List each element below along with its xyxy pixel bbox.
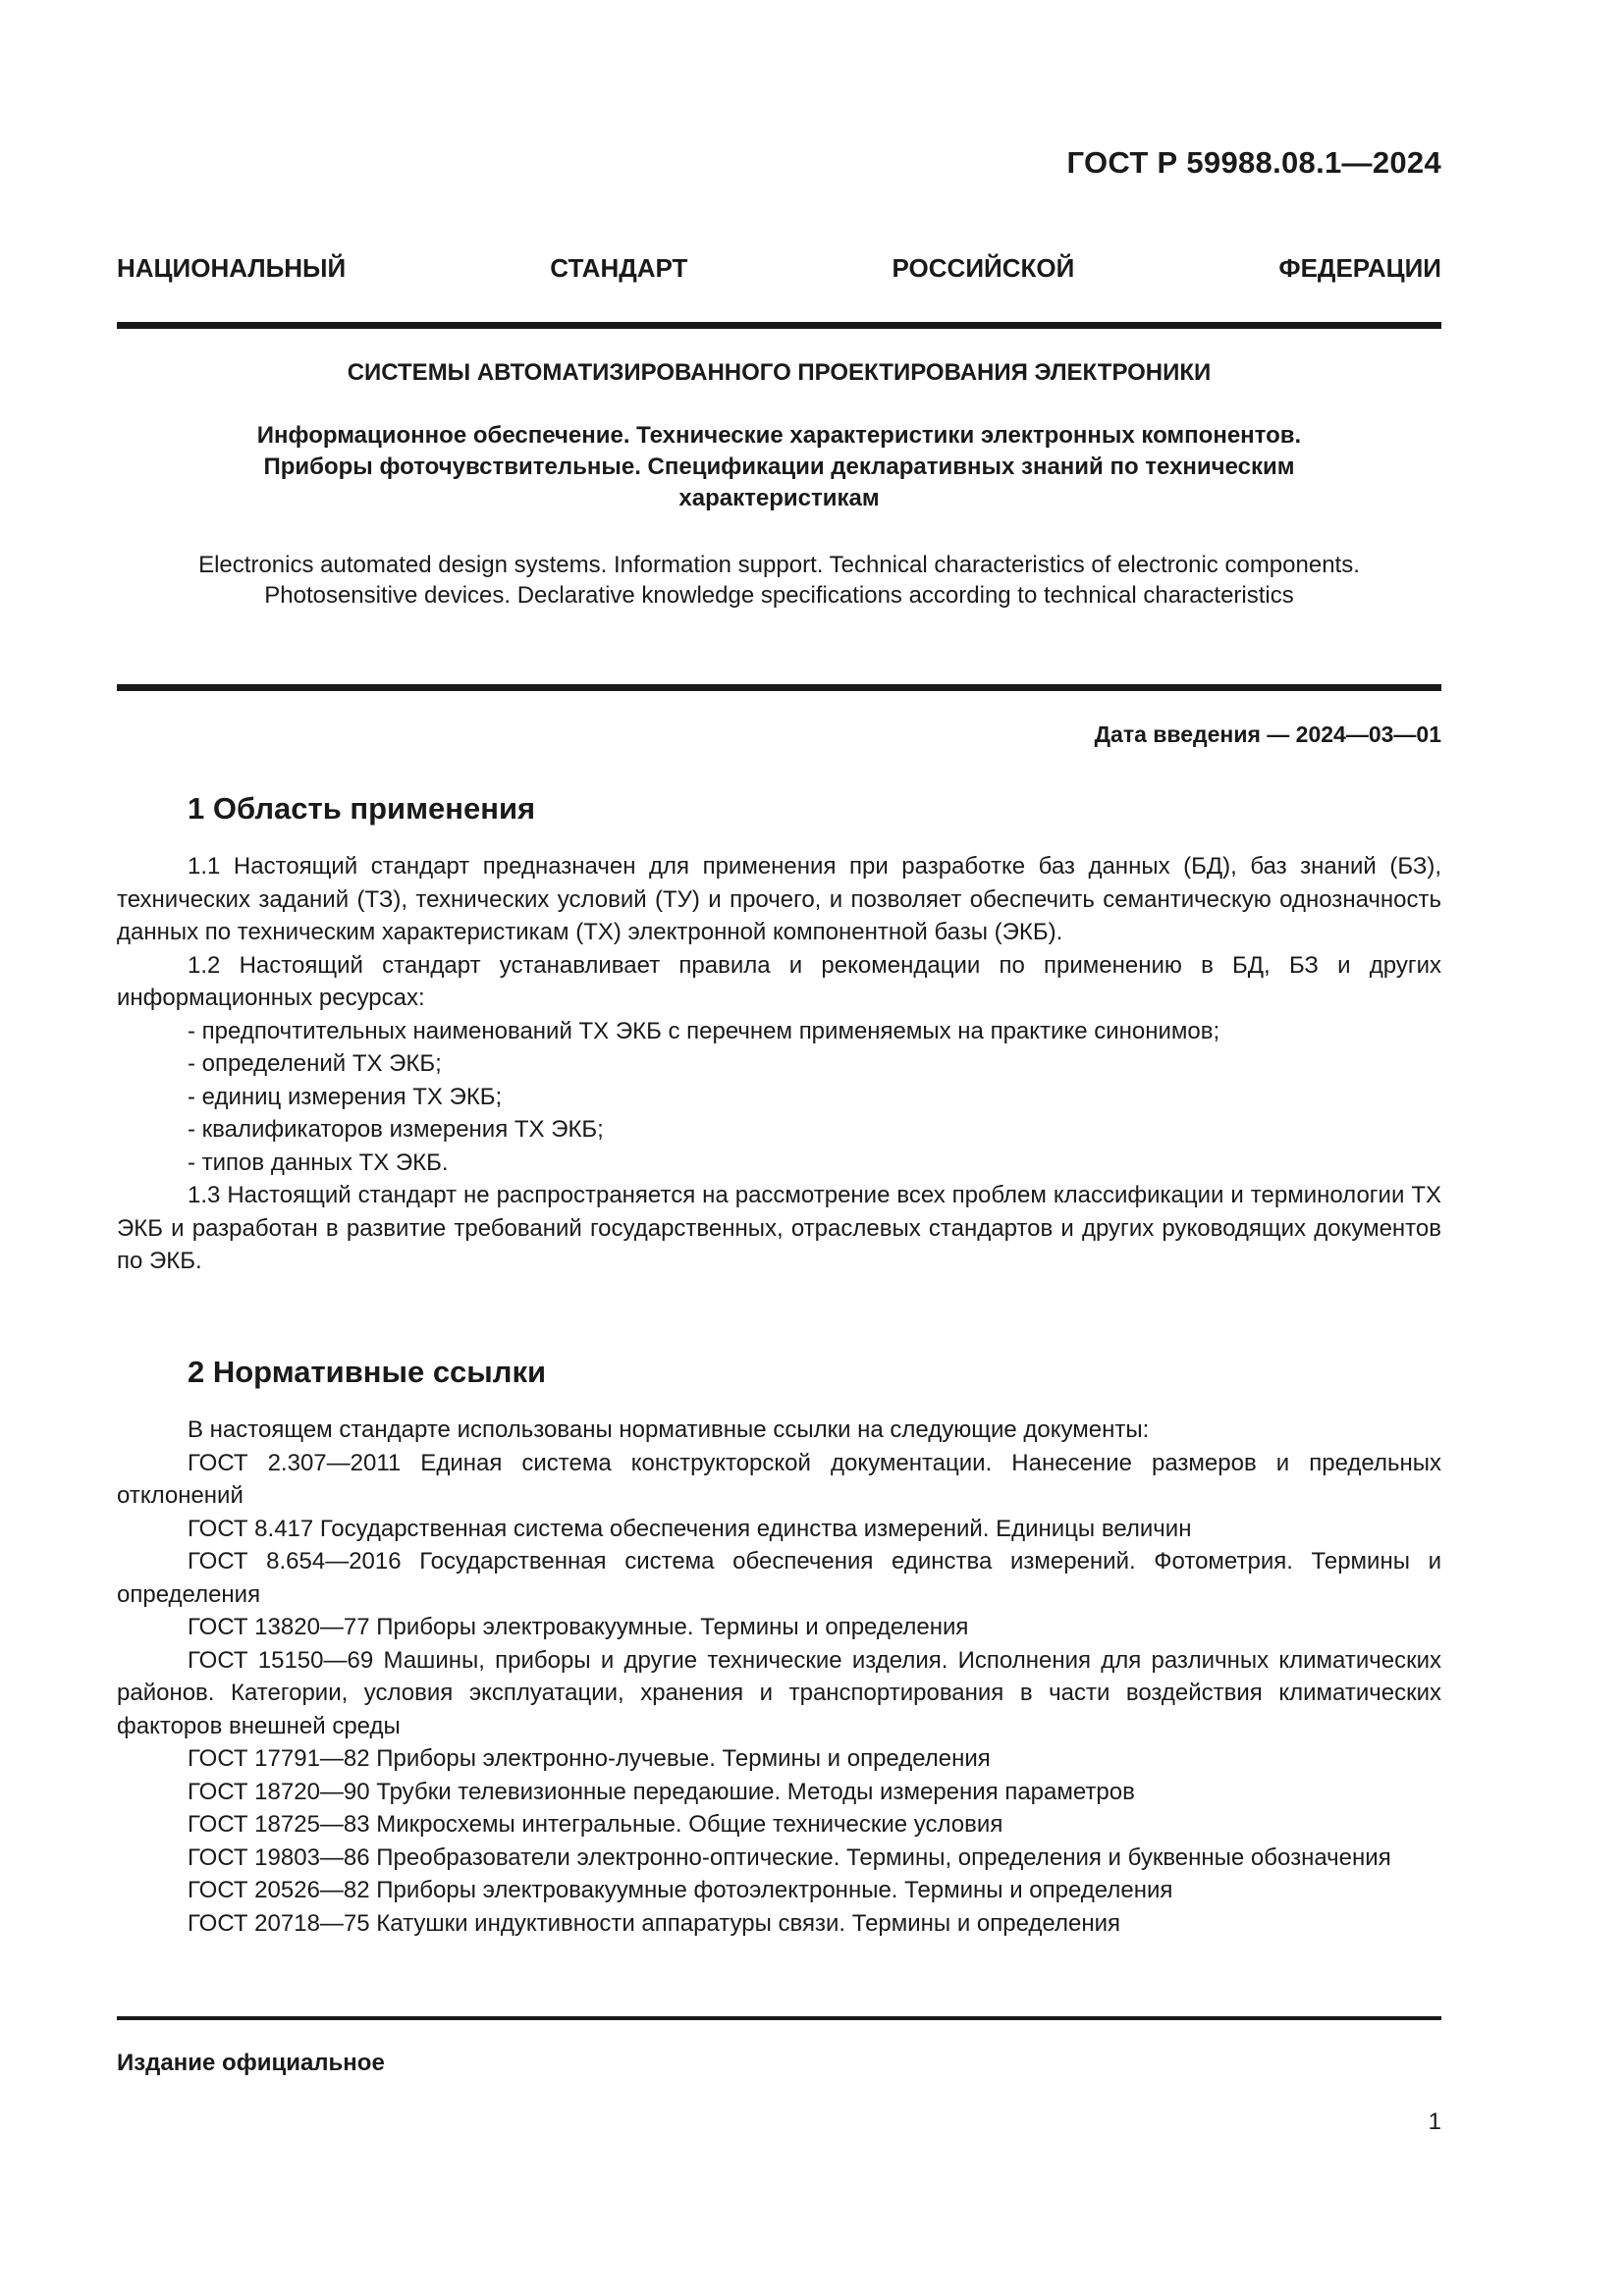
list-item: - типов данных ТХ ЭКБ. (188, 1148, 449, 1176)
document-number: ГОСТ Р 59988.08.1—2024 (1066, 145, 1441, 180)
reference-item: ГОСТ 18725—83 Микросхемы интегральные. Общие технические условия (188, 1811, 1003, 1838)
subtitle-line: Приборы фоточувствительные. Спецификации декларативных знаний по техническим (263, 454, 1295, 480)
reference-item: ГОСТ 18720—90 Трубки телевизионные передаюшие. Методы измерения параметров (188, 1778, 1135, 1805)
section-heading-scope: 1 Область применения (188, 791, 536, 826)
section-body-references (117, 1414, 1441, 1940)
subtitle (117, 420, 1441, 514)
paragraph: 1.3 Настоящий стандарт не распространяется на рассмотрение всех проблем классификации и терминологии ТХ ЭКБ и разработан в развитие требований государственных, отраслевых стандартов и других руководящих документов по ЭКБ. (117, 1182, 1441, 1274)
paragraph: 1.1 Настоящий стандарт предназначен для применения при разработке баз данных (БД), баз знаний (БЗ), технических заданий (ТЗ), технических условий (ТУ) и прочего, и позволяет обеспечить семантическую однозначность данных по техническим характеристикам (ТХ) электронной компонентной базы (ЭКБ). (117, 853, 1441, 945)
list-item: - предпочтительных наименований ТХ ЭКБ с перечнем применяемых на практике синонимов; (188, 1017, 1220, 1044)
paragraph: 1.2 Настоящий стандарт устанавливает правила и рекомендации по применению в БД, БЗ и других информационных ресурсах: (117, 951, 1441, 1011)
list-item: - определений ТХ ЭКБ; (188, 1050, 442, 1077)
section-heading-references: 2 Нормативные ссылки (188, 1355, 547, 1389)
english-title (117, 550, 1441, 611)
reference-item: ГОСТ 20718—75 Катушки индуктивности аппаратуры связи. Термины и определения (188, 1909, 1120, 1937)
subtitle-line: Информационное обеспечение. Технические характеристики электронных компонентов. (256, 422, 1302, 449)
main-title: СИСТЕМЫ АВТОМАТИЗИРОВАННОГО ПРОЕКТИРОВАНИЯ ЭЛЕКТРОНИКИ (347, 359, 1212, 386)
reference-item: ГОСТ 8.417 Государственная система обеспечения единства измерений. Единицы величин (188, 1515, 1192, 1542)
list-item: - единиц измерения ТХ ЭКБ; (188, 1083, 503, 1110)
page-number: 1 (1428, 2109, 1441, 2135)
national-standard-banner: НАЦИОНАЛЬНЫЙ СТАНДАРТ РОССИЙСКОЙ ФЕДЕРАЦИИ (117, 253, 1441, 283)
section-body-scope (117, 850, 1441, 1278)
reference-item: ГОСТ 19803—86 Преобразователи электронно-оптические. Термины, определения и буквенные обозначения (188, 1843, 1391, 1871)
footer-divider (117, 2016, 1441, 2020)
paragraph: В настоящем стандарте использованы нормативные ссылки на следующие документы: (188, 1416, 1150, 1443)
reference-item: ГОСТ 8.654—2016 Государственная система обеспечения единства измерений. Фотометрия. Термины и определения (117, 1548, 1441, 1608)
english-title-line: Electronics automated design systems. Information support. Technical characteristics of electronic components. (198, 552, 1360, 578)
english-title-line: Photosensitive devices. Declarative knowledge specifications according to technical characteristics (264, 582, 1294, 609)
reference-item: ГОСТ 17791—82 Приборы электронно-лучевые. Термины и определения (188, 1745, 991, 1772)
edition-label: Издание официальное (117, 2050, 385, 2076)
document-page (117, 0, 1441, 2296)
title-divider (117, 684, 1441, 691)
list-item: - квалификаторов измерения ТХ ЭКБ; (188, 1116, 604, 1143)
introduction-date: Дата введения — 2024—03—01 (1094, 721, 1441, 747)
reference-item: ГОСТ 2.307—2011 Единая система конструкторской документации. Нанесение размеров и предельных отклонений (117, 1449, 1441, 1509)
reference-item: ГОСТ 20526—82 Приборы электровакуумные фотоэлектронные. Термины и определения (188, 1877, 1173, 1903)
subtitle-line: характеристикам (678, 485, 880, 511)
top-divider (117, 322, 1441, 329)
reference-item: ГОСТ 15150—69 Машины, приборы и другие технические изделия. Исполнения для различных климатических районов. Категории, условия эксплуатации, хранения и транспортирования в части воздействия климатических факторов внешней среды (117, 1646, 1441, 1739)
reference-item: ГОСТ 13820—77 Приборы электровакуумные. Термины и определения (188, 1614, 969, 1640)
